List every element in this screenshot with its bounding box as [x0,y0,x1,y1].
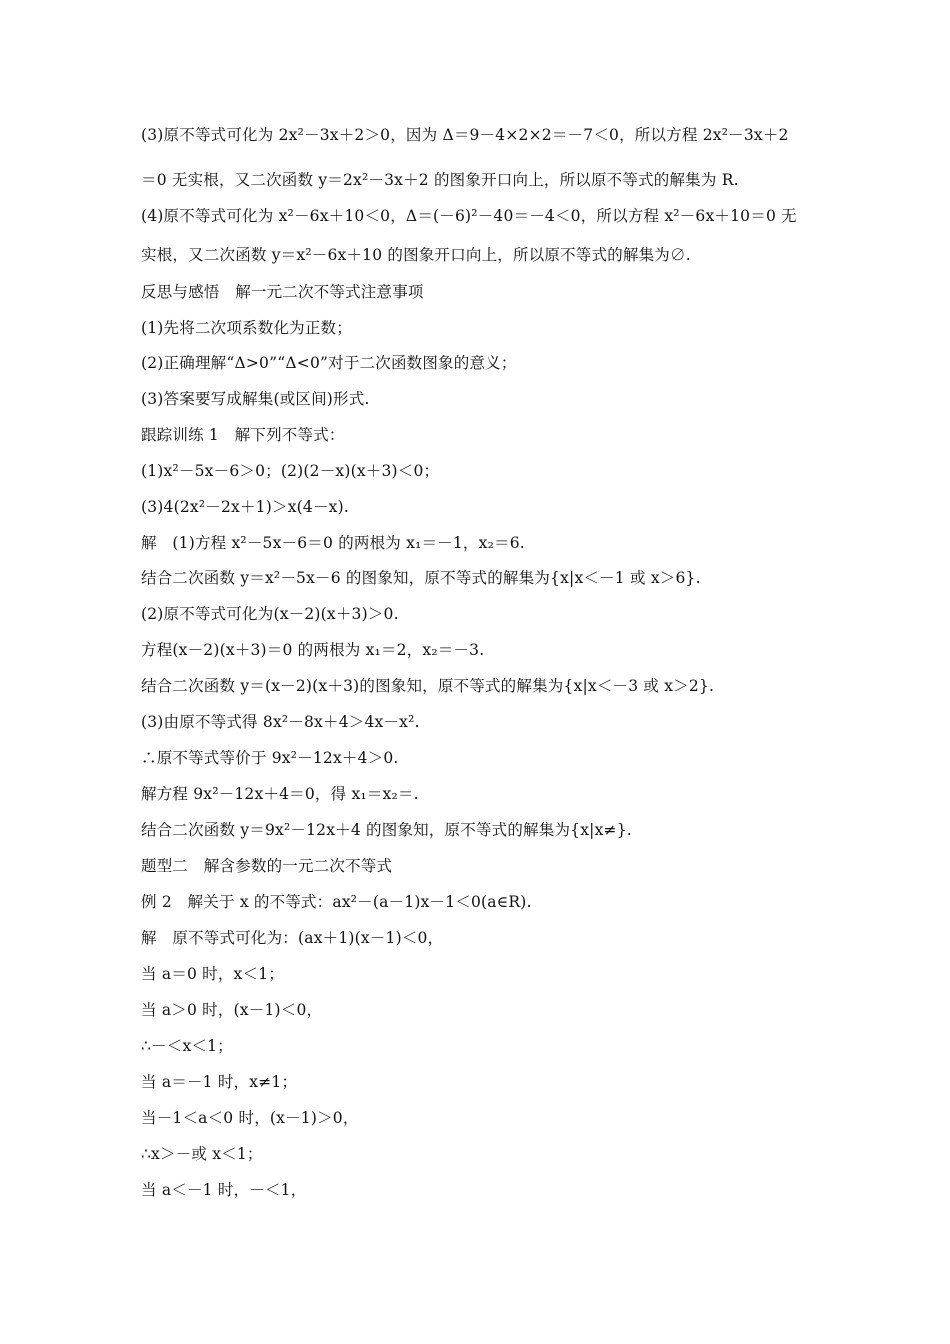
text-line: (3)原不等式可化为 2x²－3x＋2＞0，因为 Δ＝9－4×2×2＝－7＜0，所以方程 2x²－3x＋2 [141,126,789,144]
text-line: 解 原不等式可化为：(ax＋1)(x－1)＜0， [141,929,444,947]
text-line: 结合二次函数 y＝x²－5x－6 的图象知，原不等式的解集为{x|x＜－1 或 x＞6}. [141,569,701,587]
text-line: 解 (1)方程 x²－5x－6＝0 的两根为 x₁＝－1，x₂＝6. [141,534,525,552]
text-line: 当 a＝0 时，x＜1； [141,965,284,983]
text-line: 当 a＝－1 时，x≠1； [141,1073,298,1091]
text-line: ∴x＞－或 x＜1； [141,1145,263,1163]
text-line: 例 2 解关于 x 的不等式：ax²－(a－1)x－1＜0(a∈R). [141,893,532,911]
text-line: 方程(x－2)(x＋3)＝0 的两根为 x₁＝2，x₂＝－3. [141,641,485,659]
text-line: (3)由原不等式得 8x²－8x＋4＞4x－x². [141,713,420,731]
text-line: 当 a＜－1 时，－＜1， [141,1181,307,1199]
text-line: 实根，又二次函数 y＝x²－6x＋10 的图象开口向上，所以原不等式的解集为∅. [141,246,691,264]
text-line: ∴－＜x＜1； [141,1037,233,1055]
text-line: 结合二次函数 y＝9x²－12x＋4 的图象知，原不等式的解集为{x|x≠}. [141,821,632,839]
text-line: (3)答案要写成解集(或区间)形式. [141,390,370,408]
text-line: 当 a＞0 时，(x－1)＜0， [141,1001,323,1019]
text-line: 解方程 9x²－12x＋4＝0，得 x₁＝x₂＝. [141,785,419,803]
text-line: (2)原不等式可化为(x－2)(x＋3)＞0. [141,605,399,623]
section-heading: 题型二 解含参数的一元二次不等式 [141,857,393,875]
text-line: (2)正确理解“Δ>0”“Δ<0”对于二次函数图象的意义； [141,354,517,372]
text-line: ∴原不等式等价于 9x²－12x＋4＞0. [141,749,399,767]
section-heading: 跟踪训练 1 解下列不等式： [141,426,345,444]
text-line: 结合二次函数 y＝(x－2)(x＋3)的图象知，原不等式的解集为{x|x＜－3 或 x＞2}. [141,677,715,695]
text-line: (1)先将二次项系数化为正数； [141,319,352,337]
text-line: (1)x²－5x－6＞0；(2)(2－x)(x＋3)＜0； [141,462,440,480]
text-line: ＝0 无实根，又二次函数 y＝2x²－3x＋2 的图象开口向上，所以原不等式的解集为 R. [141,171,739,189]
text-line: 当－1＜a＜0 时，(x－1)＞0， [141,1109,359,1127]
text-line: (3)4(2x²－2x＋1)＞x(4－x). [141,498,349,516]
section-heading: 反思与感悟 解一元二次不等式注意事项 [141,283,424,301]
text-line: (4)原不等式可化为 x²－6x＋10＜0，Δ＝(－6)²－40＝－4＜0，所以方程 x²－6x＋10＝0 无 [141,207,797,225]
